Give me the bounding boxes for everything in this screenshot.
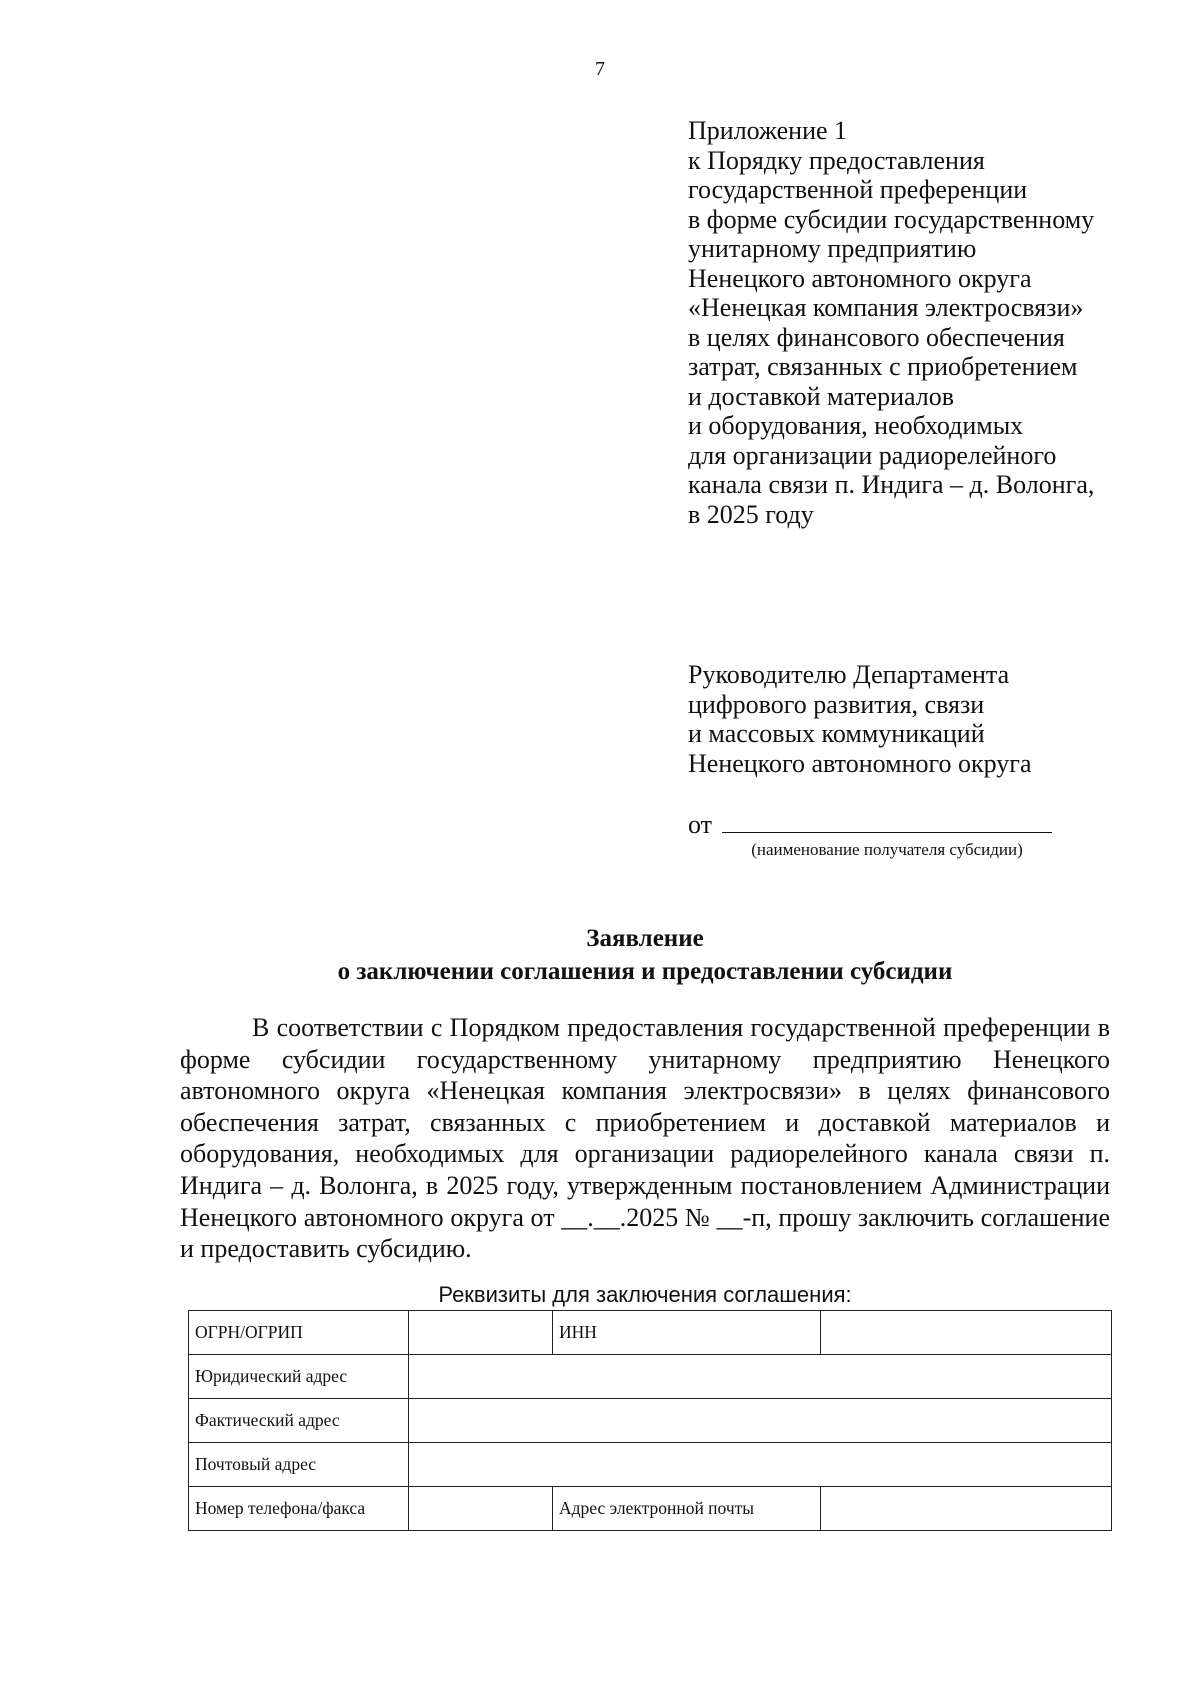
from-row bbox=[688, 810, 1052, 840]
table-row bbox=[189, 1355, 1112, 1399]
phone-label: Номер телефона/факса bbox=[189, 1487, 409, 1531]
appendix-line: в 2025 году bbox=[688, 499, 814, 529]
appendix-line: для организации радиорелейного bbox=[688, 440, 1057, 470]
actual-address-value-cell[interactable] bbox=[409, 1399, 1112, 1443]
inn-label: ИНН bbox=[553, 1311, 821, 1355]
application-body-text: В соответствии с Порядком предоставления государственной преференции в форме субсидии государственному унитарному предприятию Ненецкого автономного округа «Ненецкая компания электросвязи» в целях финансового обеспечения затрат, связанных с приобретением и доставкой материалов и оборудования, необходимых для организации радиорелейного канала связи п. Индига – д. Волонга, в 2025 году, утвержденным постановлением Администрации Ненецкого автономного округа от __.__.2025 № __-п, прошу заключить соглашение и предоставить субсидию. bbox=[180, 1013, 1110, 1264]
appendix-line: Приложение 1 bbox=[688, 116, 848, 145]
appendix-header bbox=[688, 116, 1168, 529]
appendix-line: в целях финансового обеспечения bbox=[688, 322, 1065, 352]
phone-value-cell[interactable] bbox=[409, 1487, 553, 1531]
addressee-line: Руководителю Департамента bbox=[688, 660, 1010, 689]
legal-address-value-cell[interactable] bbox=[409, 1355, 1112, 1399]
inn-value-cell[interactable] bbox=[821, 1311, 1112, 1355]
addressee-line: Ненецкого автономного округа bbox=[688, 748, 1032, 778]
title-line-2: о заключении соглашения и предоставлении субсидии bbox=[337, 958, 953, 985]
appendix-line: затрат, связанных с приобретением bbox=[688, 352, 1078, 381]
appendix-line: канала связи п. Индига – д. Волонга, bbox=[688, 470, 1095, 499]
table-row bbox=[189, 1443, 1112, 1487]
appendix-line: и доставкой материалов bbox=[688, 381, 955, 411]
postal-address-label: Почтовый адрес bbox=[189, 1443, 409, 1487]
legal-address-label: Юридический адрес bbox=[189, 1355, 409, 1399]
addressee-line: цифрового развития, связи bbox=[688, 689, 985, 719]
email-value-cell[interactable] bbox=[821, 1487, 1112, 1531]
appendix-line: государственной преференции bbox=[688, 175, 1028, 204]
table-row bbox=[189, 1399, 1112, 1443]
from-caption: (наименование получателя субсидии) bbox=[751, 840, 1023, 859]
table-row bbox=[189, 1311, 1112, 1355]
actual-address-label: Фактический адрес bbox=[189, 1399, 409, 1443]
recipient-name-field[interactable] bbox=[722, 810, 1052, 833]
title-line-1: Заявление bbox=[586, 925, 704, 952]
appendix-line: в форме субсидии государственному bbox=[688, 204, 1095, 234]
postal-address-value-cell[interactable] bbox=[409, 1443, 1112, 1487]
requisites-title: Реквизиты для заключения соглашения: bbox=[438, 1282, 852, 1307]
addressee-line: и массовых коммуникаций bbox=[688, 719, 985, 748]
ogrn-label: ОГРН/ОГРИП bbox=[189, 1311, 409, 1355]
ogrn-value-cell[interactable] bbox=[409, 1311, 553, 1355]
appendix-line: к Порядку предоставления bbox=[688, 145, 985, 175]
email-label: Адрес электронной почты bbox=[553, 1487, 821, 1531]
table-row bbox=[189, 1487, 1112, 1531]
appendix-line: «Ненецкая компания электросвязи» bbox=[688, 293, 1084, 322]
requisites-table bbox=[188, 1310, 1112, 1531]
appendix-line: унитарному предприятию bbox=[688, 234, 977, 263]
document-title bbox=[180, 922, 1110, 988]
appendix-line: Ненецкого автономного округа bbox=[688, 263, 1032, 293]
appendix-line: и оборудования, необходимых bbox=[688, 411, 1024, 440]
page-number: 7 bbox=[595, 58, 605, 80]
from-label: от bbox=[688, 810, 713, 839]
addressee-block bbox=[688, 660, 1168, 778]
